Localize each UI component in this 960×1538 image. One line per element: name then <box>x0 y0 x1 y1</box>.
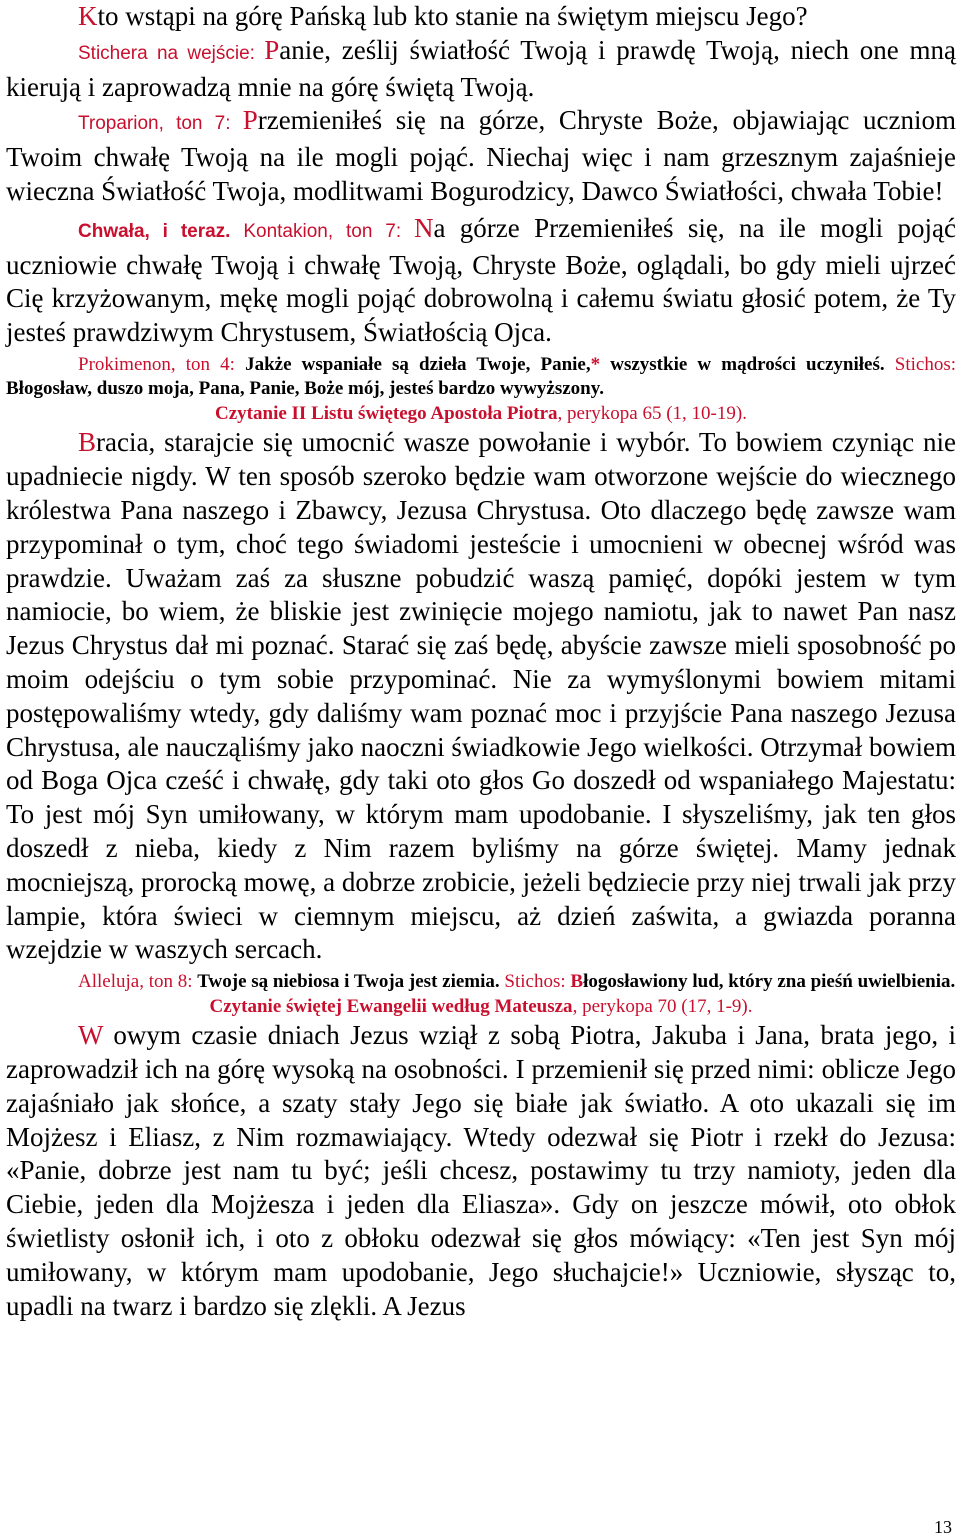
alleluia-stichos-text: łogosławiony lud, który zna pieśń uwielbienia. <box>583 971 956 993</box>
gospel-ref: , perykopa 70 (17, 1-9). <box>572 995 753 1017</box>
sticheron-paragraph <box>6 34 956 105</box>
sticheron-text: anie, ześlij światłość Twoją i prawdę Twoją, niech one mną kierują i zaprowadzą mnie na górę świętą Twoją. <box>6 34 956 102</box>
prokimenon-label: Prokimenon, ton 4: <box>78 353 246 375</box>
verse-text: to wstąpi na górę Pańską lub kto stanie na świętym miejscu Jego? <box>97 1 808 31</box>
alleluia-text: Twoje są niebiosa i Twoja jest ziemia. <box>197 971 500 993</box>
alleluia-stichos-initial: B <box>570 971 584 993</box>
epistle-heading <box>6 402 956 427</box>
gospel-text: owym czasie dniach Jezus wziął z sobą Piotra, Jakuba i Jana, brata jego, i zaprowadził ich na górę wysoką na osobności. I przemienił się przed nimi: oblicze Jego zajaśniało jak słońce, a szaty stały Jego się białe jak światło. A oto ukazali się im Mojżesz i Eliasz, z Nim rozmawiający. Wtedy odezwał się Piotr i rzekł do Jezusa: «Panie, dobrze jest nam tu być; jeśli chcesz, postawimy tu trzy namioty, jeden dla Ciebie, jeden dla Mojżesza i jeden dla Eliasza». Gdy on jeszcze mówił, oto obłok świetlisty osłonił ich, i oto z obłoku odezwał się głos mówiący: «Ten jest Syn mój umiłowany, w którym mam upodobanie, Jego słuchajcie!» Uczniowie, słysząc to, upadli na twarz i bardzo się zlękli. A Jezus <box>6 1020 956 1321</box>
gospel-heading <box>6 995 956 1020</box>
epistle-ref: , perykopa 65 (1, 10-19). <box>557 402 747 424</box>
kontakion-initial: N <box>413 212 434 243</box>
epistle-initial: B <box>78 427 97 458</box>
epistle-reading <box>6 426 956 967</box>
alleluia-label: Alleluja, ton 8: <box>78 971 198 993</box>
gospel-reading <box>6 1019 956 1323</box>
gospel-initial: W <box>78 1020 103 1051</box>
glory-label: Chwała, i teraz. <box>78 220 231 242</box>
sticheron-label: Stichera na wejście: <box>78 42 265 64</box>
troparion-initial: P <box>242 105 258 136</box>
prokimenon-stichos-text: Błogosław, duszo moja, Pana, Panie, Boże mój, jesteś bardzo wywyższony. <box>6 378 604 400</box>
alleluia-paragraph <box>6 970 956 995</box>
kontakion-paragraph <box>6 212 956 350</box>
troparion-label: Troparion, ton 7: <box>78 113 243 135</box>
prokimenon-star: * <box>590 353 601 375</box>
prokimenon-text: Jakże wspaniałe są dzieła Twoje, Panie, <box>245 353 591 375</box>
epistle-text: racia, starajcie się umocnić wasze powołanie i wybór. To bowiem czyniąc nie upadniecie nigdy. W ten sposób szeroko będzie wam otworzone wejście do wiecznego królestwa Pana naszego i Zbawcy, Jezusa Chrystusa. Oto dlaczego będę zawsze wam przypominał o tym, choć tego świadomi jesteście i umocnieni w obecnej wśród was prawdzie. Uważam zaś za słuszne pobudzić waszą pamięć, dopóki jestem w tym namiocie, bo wiem, że bliskie jest zwinięcie mojego namiotu, jak to nawet Pan nasz Jezus Chrystus dał mi poznać. Starać się zaś będę, abyście zawsze mieli sposobność po moim odejściu o tym sobie przypominać. Nie za wymyślonymi bowiem mitami postępowaliśmy wtedy, gdy daliśmy wam poznać moc i przyjście Pana naszego Jezusa Chrystusa, ale naucząliśmy jako naoczni świadkowie Jego wielkości. Otrzymał bowiem od Boga Ojca cześć i chwałę, gdy taki oto głos Go doszedł od wspaniałego Majestatu: To jest mój Syn umiłowany, w którym mam upodobanie. I słyszeliśmy, jak ten głos doszedł z nieba, kiedy z Nim razem byliśmy na górze świętej. Mamy jednak mocniejszą, prorocką mowę, a dobrze zrobicie, jeżeli będziecie przy niej trwali jak przy lampie, która świeci w ciemnym miejscu, aż dzień zaświta, a gwiazda poranna wzejdzie w waszych sercach. <box>6 427 956 965</box>
prokimenon-text-2: wszystkie w mądrości uczyniłeś. <box>600 353 885 375</box>
gospel-title: Czytanie świętej Ewangelii według Mateusza <box>209 995 573 1017</box>
epistle-title: Czytanie II Listu świętego Apostoła Piotra <box>215 402 558 424</box>
alleluia-stichos-label: Stichos: <box>499 971 571 993</box>
document-page <box>6 0 956 1323</box>
troparion-text: rzemieniłeś się na górze, Chryste Boże, objawiając uczniom Twoim chwałę Twoją na ile mogli pojąć. Niechaj więc i nam grzesznym zajaśnieje wieczna Światłość Twoja, modlitwami Bogurodzicy, Dawco Światłości, chwała Tobie! <box>6 105 957 206</box>
kontakion-label: Kontakion, ton 7: <box>230 220 414 242</box>
verse-initial: K <box>78 1 98 31</box>
page-number: 13 <box>934 1517 952 1537</box>
prokimenon-stichos-label: Stichos: <box>884 353 957 375</box>
kontakion-text: a górze Przemieniłeś się, na ile mogli pojąć uczniowie chwałę Twoją i chwałę Twoją, Chryste Boże, oglądali, bo gdy mieli ujrzeć Cię krzyżowanym, mękę mogli pojąć dobrowolną i całemu światu głosić potem, że Ty jesteś prawdziwym Chrystusem, Światłością Ojca. <box>6 212 956 348</box>
prokimenon-paragraph <box>6 353 956 402</box>
sticheron-initial: P <box>264 34 280 65</box>
prokeimenon-verse <box>6 0 956 34</box>
troparion-paragraph <box>6 104 956 208</box>
